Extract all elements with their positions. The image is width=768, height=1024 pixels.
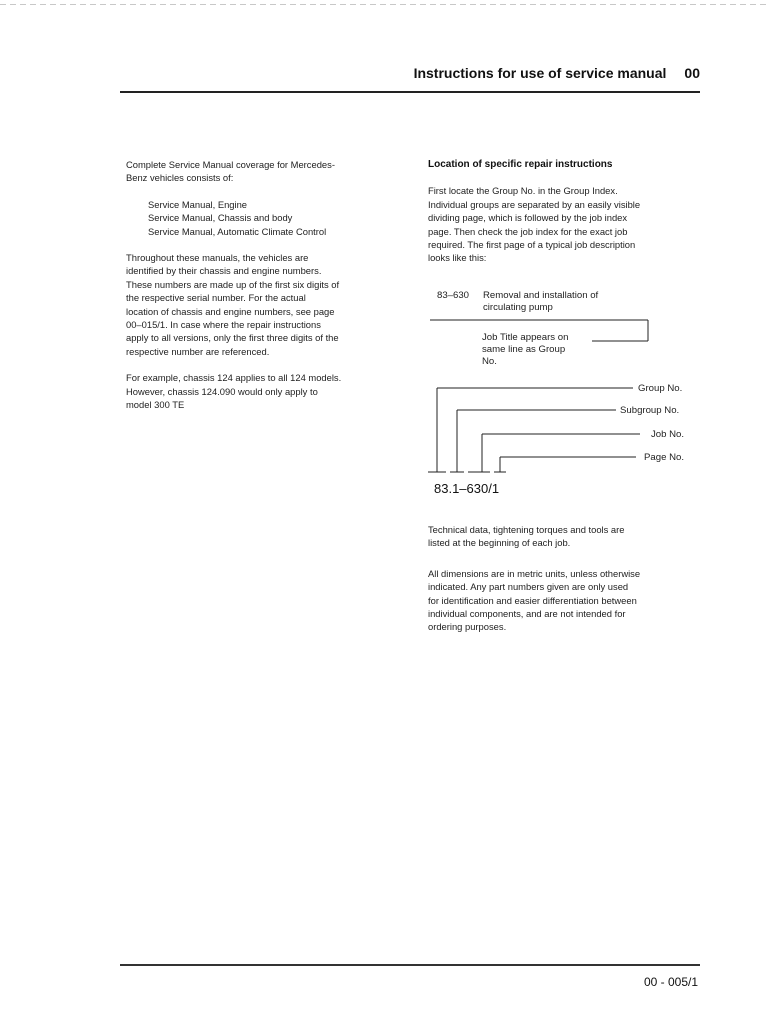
paragraph-line: First locate the Group No. in the Group Index. bbox=[428, 185, 618, 197]
label-group-no: Group No. bbox=[638, 383, 683, 394]
example-note-line: No. bbox=[482, 356, 497, 367]
paragraph-line: indicated. Any part numbers given are only used bbox=[428, 581, 629, 593]
example-note-line: same line as Group bbox=[482, 344, 566, 355]
paragraph-line: model 300 TE bbox=[126, 399, 185, 411]
paragraph-line: individual components, and are not intended for bbox=[428, 608, 626, 620]
paragraph-line: However, chassis 124.090 would only apply to bbox=[126, 385, 318, 397]
paragraph-line: page. Then check the job index for the exact job bbox=[428, 225, 628, 237]
paragraph-line: Technical data, tightening torques and tools are bbox=[428, 524, 625, 535]
manual-list-item: Service Manual, Automatic Climate Control bbox=[148, 225, 327, 237]
paragraph-line: listed at the beginning of each job. bbox=[428, 537, 571, 549]
paragraph-line: the respective serial number. For the actual bbox=[126, 292, 306, 304]
paragraph-line: dividing page, which is followed by the job index bbox=[428, 212, 628, 224]
paragraph-line: Individual groups are separated by an easily visible bbox=[428, 198, 641, 210]
paragraph-line: location of chassis and engine numbers, see page bbox=[126, 305, 335, 317]
intro-line: Complete Service Manual coverage for Mercedes- bbox=[126, 159, 335, 170]
example-note-line: Job Title appears on bbox=[482, 332, 569, 343]
manual-list-item: Service Manual, Engine bbox=[148, 198, 248, 210]
paragraph-line: These numbers are made up of the first six digits of bbox=[126, 278, 340, 290]
example-job-code: 83–630 bbox=[437, 290, 470, 301]
paragraph-line: apply to all versions, only the first three digits of the bbox=[126, 332, 339, 344]
paragraph-line: For example, chassis 124 applies to all 124 models. bbox=[126, 372, 342, 384]
label-job-no: Job No. bbox=[651, 429, 685, 440]
right-column-lower bbox=[428, 523, 700, 634]
paragraph-line: ordering purposes. bbox=[428, 621, 507, 633]
paragraph-line: identified by their chassis and engine numbers. bbox=[126, 265, 322, 277]
paragraph-line: for identification and easier differentiation between bbox=[428, 594, 637, 606]
paragraph-line: required. The first page of a typical job description bbox=[428, 239, 636, 251]
section-heading: Location of specific repair instructions bbox=[428, 159, 613, 170]
footer-rule bbox=[120, 964, 700, 966]
intro-line: Benz vehicles consists of: bbox=[126, 172, 234, 184]
paragraph-line: 00–015/1. In case where the repair instructions bbox=[126, 319, 321, 331]
paragraph-line: Throughout these manuals, the vehicles are bbox=[126, 252, 309, 264]
paragraph-line: All dimensions are in metric units, unless otherwise bbox=[428, 567, 641, 579]
paragraph-line: looks like this: bbox=[428, 252, 487, 264]
paragraph-line: respective number are referenced. bbox=[126, 345, 270, 357]
label-subgroup-no: Subgroup No. bbox=[620, 405, 680, 416]
header-section-number: 00 bbox=[684, 65, 700, 81]
header-title: Instructions for use of service manual bbox=[413, 65, 667, 81]
manual-list-item: Service Manual, Chassis and body bbox=[148, 212, 293, 224]
code-example: 83.1–630/1 bbox=[434, 481, 500, 496]
example-job-title-line: circulating pump bbox=[483, 302, 553, 313]
label-page-no: Page No. bbox=[644, 452, 685, 463]
page-number: 00 - 005/1 bbox=[643, 975, 698, 989]
example-job-title-line: Removal and installation of bbox=[483, 290, 599, 301]
